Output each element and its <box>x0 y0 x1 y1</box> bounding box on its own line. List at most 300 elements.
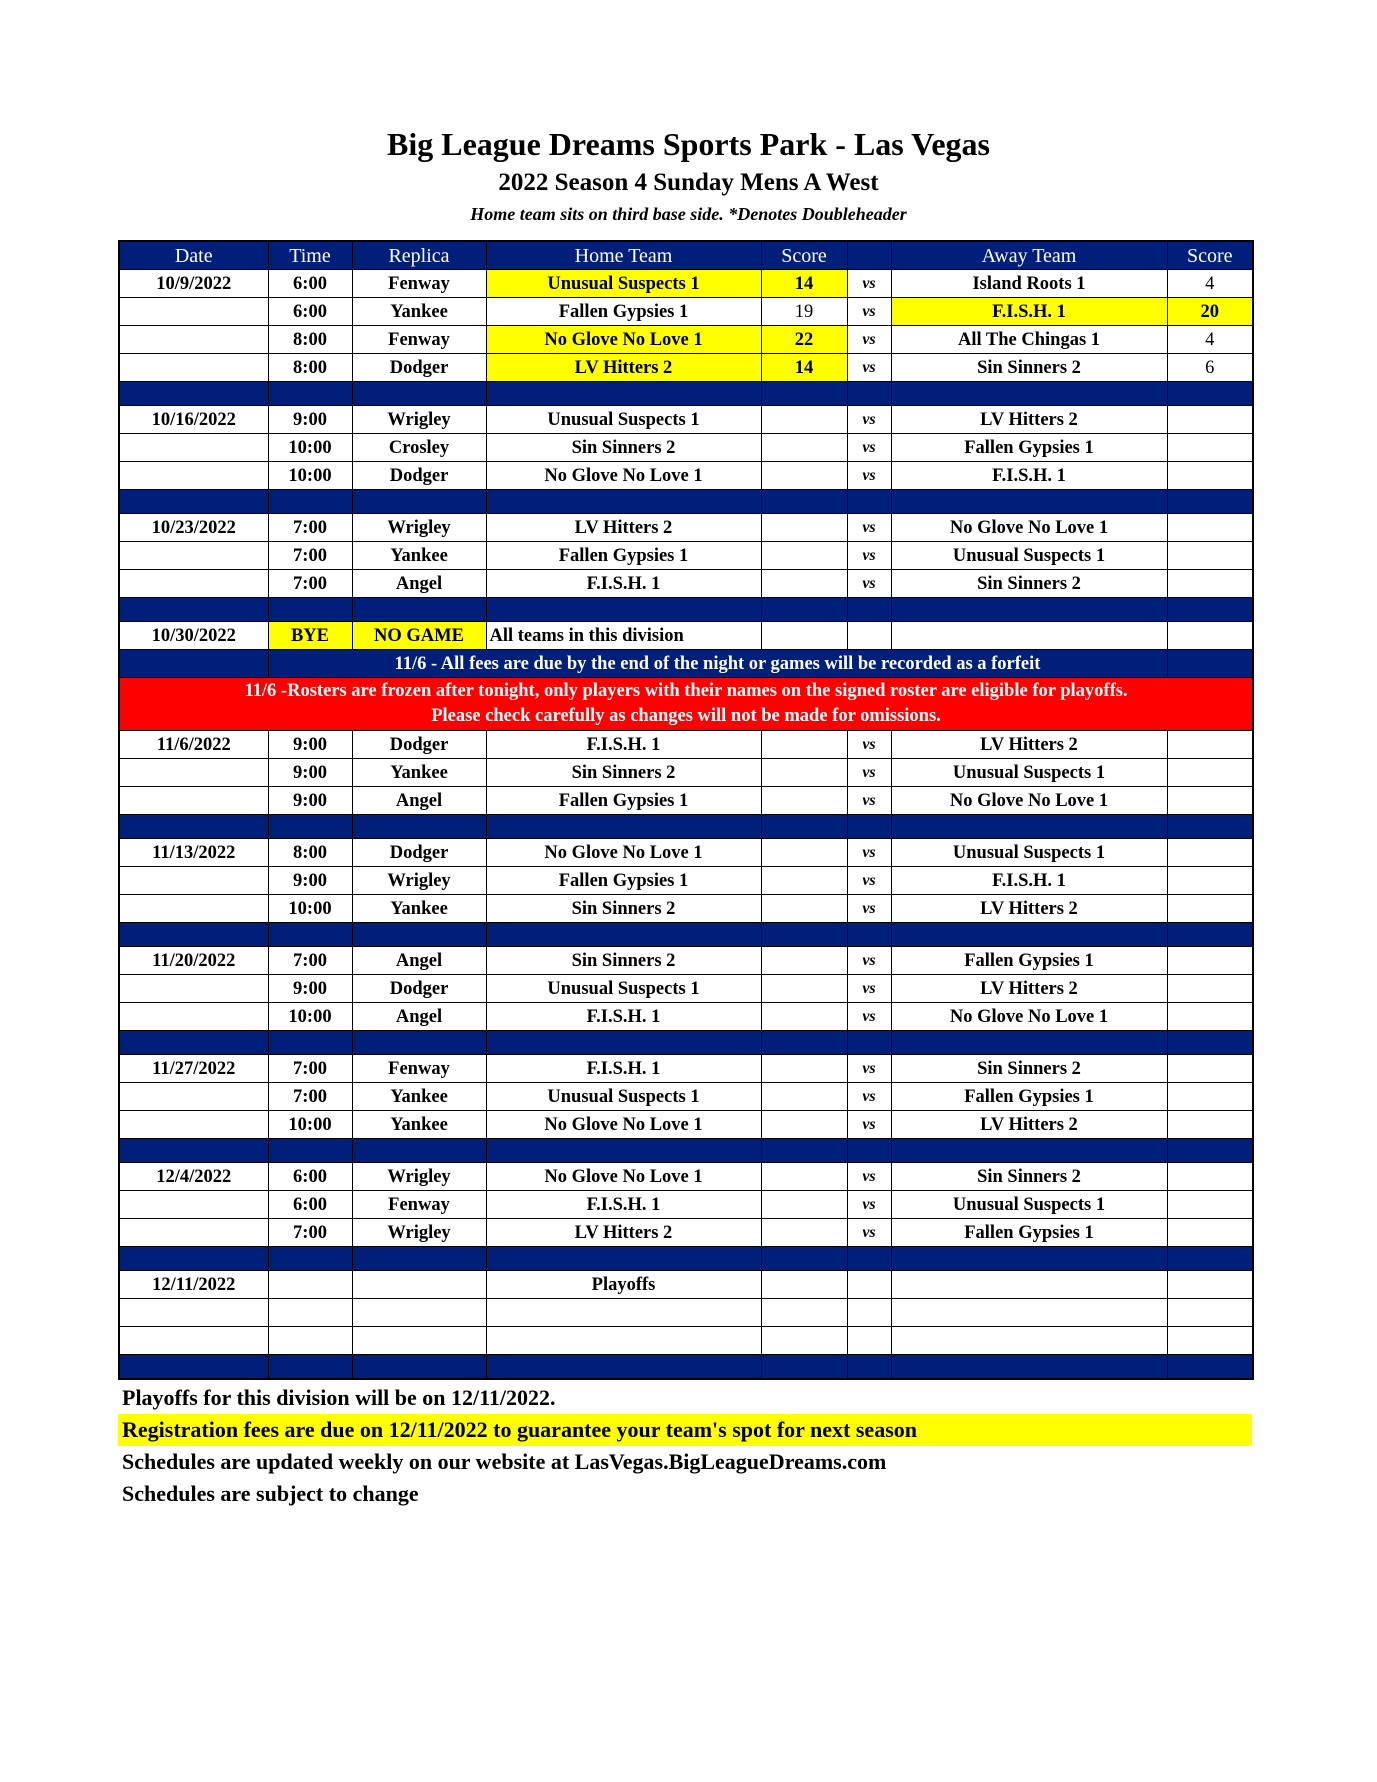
col-replica-header: Replica <box>352 241 486 270</box>
away-team-cell: F.I.S.H. 1 <box>891 462 1167 490</box>
fees-notice-row <box>119 650 1253 678</box>
replica-cell: Dodger <box>352 462 486 490</box>
separator-cell <box>761 382 847 406</box>
separator-cell <box>486 923 761 947</box>
separator-cell <box>119 1031 268 1055</box>
away-score-cell <box>1167 867 1253 895</box>
replica-cell: Yankee <box>352 759 486 787</box>
separator-cell <box>119 490 268 514</box>
time-cell: 9:00 <box>268 731 352 759</box>
vs-label: vs <box>847 1191 891 1219</box>
home-team-cell: F.I.S.H. 1 <box>486 1003 761 1031</box>
away-score-cell: 20 <box>1167 298 1253 326</box>
separator-cell <box>847 923 891 947</box>
date-cell <box>119 326 268 354</box>
game-row <box>119 895 1253 923</box>
empty-cell <box>1167 1327 1253 1355</box>
separator-cell <box>761 1139 847 1163</box>
away-team-cell: No Glove No Love 1 <box>891 787 1167 815</box>
away-team-cell: Sin Sinners 2 <box>891 1055 1167 1083</box>
separator-cell <box>847 598 891 622</box>
replica-cell: Angel <box>352 1003 486 1031</box>
time-cell: 7:00 <box>268 1055 352 1083</box>
time-cell: 7:00 <box>268 1219 352 1247</box>
date-cell <box>119 867 268 895</box>
separator-cell <box>119 923 268 947</box>
away-team-cell: F.I.S.H. 1 <box>891 298 1167 326</box>
blank-row <box>119 1299 1253 1327</box>
home-team-cell: No Glove No Love 1 <box>486 1163 761 1191</box>
empty-cell <box>891 1299 1167 1327</box>
no-game-label: NO GAME <box>352 622 486 650</box>
col-vs-header <box>847 241 891 270</box>
vs-label: vs <box>847 839 891 867</box>
away-score-cell <box>1167 895 1253 923</box>
away-score-cell <box>1167 542 1253 570</box>
date-cell <box>119 298 268 326</box>
separator-cell <box>119 1139 268 1163</box>
separator-cell <box>1167 1031 1253 1055</box>
empty-cell <box>352 1271 486 1299</box>
replica-cell: Wrigley <box>352 1163 486 1191</box>
home-score-cell <box>761 839 847 867</box>
page-title: Big League Dreams Sports Park - Las Vegas <box>387 126 990 162</box>
home-team-cell: F.I.S.H. 1 <box>486 1055 761 1083</box>
time-cell: 10:00 <box>268 434 352 462</box>
home-score-cell <box>761 406 847 434</box>
time-cell: 10:00 <box>268 1111 352 1139</box>
away-team-cell: Fallen Gypsies 1 <box>891 1219 1167 1247</box>
replica-cell: Fenway <box>352 326 486 354</box>
time-cell: 9:00 <box>268 759 352 787</box>
replica-cell: Angel <box>352 570 486 598</box>
game-row <box>119 298 1253 326</box>
empty-cell <box>1167 1299 1253 1327</box>
home-team-cell: Sin Sinners 2 <box>486 947 761 975</box>
away-team-cell: No Glove No Love 1 <box>891 514 1167 542</box>
separator-row <box>119 1247 1253 1271</box>
separator-cell <box>268 598 352 622</box>
schedule-table <box>118 240 1254 1380</box>
vs-label: vs <box>847 354 891 382</box>
time-cell: 6:00 <box>268 1163 352 1191</box>
separator-cell <box>268 1355 352 1380</box>
home-score-cell <box>761 787 847 815</box>
away-score-cell <box>1167 570 1253 598</box>
game-row <box>119 354 1253 382</box>
separator-cell <box>352 1031 486 1055</box>
separator-row <box>119 490 1253 514</box>
time-cell: 7:00 <box>268 1083 352 1111</box>
home-score-cell <box>761 1055 847 1083</box>
separator-cell <box>352 815 486 839</box>
separator-cell <box>352 1139 486 1163</box>
col-time-header: Time <box>268 241 352 270</box>
separator-cell <box>891 1247 1167 1271</box>
away-team-cell: Fallen Gypsies 1 <box>891 947 1167 975</box>
home-score-cell <box>761 570 847 598</box>
empty-cell <box>352 1299 486 1327</box>
away-score-cell: 4 <box>1167 270 1253 298</box>
away-score-cell <box>1167 1191 1253 1219</box>
vs-label: vs <box>847 1055 891 1083</box>
home-team-cell: Unusual Suspects 1 <box>486 406 761 434</box>
home-score-cell <box>761 1111 847 1139</box>
vs-label: vs <box>847 787 891 815</box>
separator-cell <box>119 382 268 406</box>
home-score-cell <box>761 1083 847 1111</box>
home-team-cell: Fallen Gypsies 1 <box>486 298 761 326</box>
bye-row <box>119 622 1253 650</box>
home-score-cell <box>761 542 847 570</box>
separator-cell <box>891 1355 1167 1380</box>
away-score-cell <box>1167 434 1253 462</box>
replica-cell: Wrigley <box>352 514 486 542</box>
empty-cell <box>352 1327 486 1355</box>
separator-cell <box>891 815 1167 839</box>
away-score-cell <box>1167 787 1253 815</box>
game-row <box>119 1219 1253 1247</box>
date-cell <box>119 1083 268 1111</box>
home-team-cell: Sin Sinners 2 <box>486 759 761 787</box>
away-team-cell: LV Hitters 2 <box>891 1111 1167 1139</box>
separator-cell <box>847 815 891 839</box>
separator-cell <box>891 382 1167 406</box>
separator-row <box>119 1355 1253 1380</box>
away-team-cell: Unusual Suspects 1 <box>891 839 1167 867</box>
date-cell <box>119 1003 268 1031</box>
empty-cell <box>761 1327 847 1355</box>
empty-cell <box>847 1299 891 1327</box>
replica-cell: Dodger <box>352 731 486 759</box>
empty-cell <box>268 1299 352 1327</box>
home-team-cell: F.I.S.H. 1 <box>486 1191 761 1219</box>
date-cell <box>119 1111 268 1139</box>
vs-label: vs <box>847 947 891 975</box>
time-cell: 10:00 <box>268 462 352 490</box>
separator-row <box>119 598 1253 622</box>
date-cell <box>119 1191 268 1219</box>
empty-cell <box>891 1327 1167 1355</box>
time-cell: 9:00 <box>268 975 352 1003</box>
separator-cell <box>352 490 486 514</box>
schedule-body <box>119 241 1253 1379</box>
separator-cell <box>891 1139 1167 1163</box>
game-row <box>119 867 1253 895</box>
home-team-cell: F.I.S.H. 1 <box>486 731 761 759</box>
game-row <box>119 1191 1253 1219</box>
vs-label: vs <box>847 1083 891 1111</box>
home-score-cell <box>761 975 847 1003</box>
date-cell: 10/9/2022 <box>119 270 268 298</box>
game-row <box>119 1163 1253 1191</box>
time-cell: 7:00 <box>268 514 352 542</box>
date-cell <box>119 354 268 382</box>
time-cell: 10:00 <box>268 895 352 923</box>
col-date-header: Date <box>119 241 268 270</box>
home-score-cell <box>761 434 847 462</box>
vs-label: vs <box>847 570 891 598</box>
date-cell <box>119 975 268 1003</box>
date-cell: 11/6/2022 <box>119 731 268 759</box>
separator-cell <box>1167 923 1253 947</box>
time-cell: 7:00 <box>268 570 352 598</box>
replica-cell: Fenway <box>352 270 486 298</box>
playoffs-row <box>119 1271 1253 1299</box>
date-cell: 10/23/2022 <box>119 514 268 542</box>
game-row <box>119 759 1253 787</box>
away-score-cell <box>1167 1003 1253 1031</box>
home-team-cell: LV Hitters 2 <box>486 354 761 382</box>
roster-notice-row <box>119 678 1253 731</box>
replica-cell: Wrigley <box>352 406 486 434</box>
time-cell: 8:00 <box>268 839 352 867</box>
separator-cell <box>486 598 761 622</box>
time-cell: 8:00 <box>268 326 352 354</box>
separator-cell <box>761 1031 847 1055</box>
time-cell: 9:00 <box>268 787 352 815</box>
separator-cell <box>761 1355 847 1380</box>
time-cell: 7:00 <box>268 947 352 975</box>
separator-cell <box>1167 598 1253 622</box>
away-team-cell: Sin Sinners 2 <box>891 354 1167 382</box>
home-team-cell: Sin Sinners 2 <box>486 895 761 923</box>
separator-cell <box>268 1247 352 1271</box>
away-score-cell <box>1167 839 1253 867</box>
away-team-cell: LV Hitters 2 <box>891 731 1167 759</box>
separator-row <box>119 1139 1253 1163</box>
home-team-cell: No Glove No Love 1 <box>486 839 761 867</box>
away-team-cell: F.I.S.H. 1 <box>891 867 1167 895</box>
separator-cell <box>1167 1139 1253 1163</box>
home-score-cell <box>761 947 847 975</box>
separator-cell <box>891 598 1167 622</box>
home-team-cell: No Glove No Love 1 <box>486 326 761 354</box>
page-subtitle: 2022 Season 4 Sunday Mens A West <box>498 169 879 196</box>
separator-cell <box>1167 815 1253 839</box>
away-team-cell: Island Roots 1 <box>891 270 1167 298</box>
date-cell: 11/13/2022 <box>119 839 268 867</box>
empty-cell <box>1167 1271 1253 1299</box>
separator-cell <box>1167 382 1253 406</box>
col-home-team-header: Home Team <box>486 241 761 270</box>
replica-cell: Wrigley <box>352 867 486 895</box>
home-score-cell: 14 <box>761 354 847 382</box>
away-score-cell <box>1167 406 1253 434</box>
separator-cell <box>268 815 352 839</box>
separator-cell <box>761 1247 847 1271</box>
vs-label: vs <box>847 326 891 354</box>
separator-cell <box>352 598 486 622</box>
date-cell <box>119 542 268 570</box>
home-team-cell: Fallen Gypsies 1 <box>486 542 761 570</box>
empty-cell <box>1167 650 1253 678</box>
time-cell: 8:00 <box>268 354 352 382</box>
empty-cell <box>761 622 847 650</box>
away-score-cell <box>1167 514 1253 542</box>
away-score-cell: 6 <box>1167 354 1253 382</box>
away-team-cell: LV Hitters 2 <box>891 975 1167 1003</box>
separator-cell <box>891 490 1167 514</box>
game-row <box>119 975 1253 1003</box>
date-cell: 11/27/2022 <box>119 1055 268 1083</box>
away-score-cell <box>1167 731 1253 759</box>
replica-cell: Dodger <box>352 354 486 382</box>
home-team-cell: Fallen Gypsies 1 <box>486 787 761 815</box>
home-score-cell <box>761 731 847 759</box>
home-team-cell: Unusual Suspects 1 <box>486 1083 761 1111</box>
home-team-cell: No Glove No Love 1 <box>486 1111 761 1139</box>
away-team-cell: Unusual Suspects 1 <box>891 542 1167 570</box>
separator-cell <box>119 1247 268 1271</box>
separator-row <box>119 923 1253 947</box>
away-score-cell <box>1167 759 1253 787</box>
date-cell <box>119 434 268 462</box>
game-row <box>119 1055 1253 1083</box>
away-score-cell <box>1167 975 1253 1003</box>
empty-cell <box>847 1327 891 1355</box>
away-team-cell: Sin Sinners 2 <box>891 1163 1167 1191</box>
time-cell: 6:00 <box>268 1191 352 1219</box>
header-row <box>119 241 1253 270</box>
separator-cell <box>486 1031 761 1055</box>
separator-cell <box>847 382 891 406</box>
separator-cell <box>1167 1355 1253 1380</box>
replica-cell: Yankee <box>352 1083 486 1111</box>
time-cell: 10:00 <box>268 1003 352 1031</box>
game-row <box>119 514 1253 542</box>
date-cell <box>119 462 268 490</box>
replica-cell: Yankee <box>352 298 486 326</box>
vs-label: vs <box>847 867 891 895</box>
separator-row <box>119 382 1253 406</box>
separator-row <box>119 1031 1253 1055</box>
separator-cell <box>1167 1247 1253 1271</box>
away-team-cell: Fallen Gypsies 1 <box>891 1083 1167 1111</box>
separator-cell <box>891 1031 1167 1055</box>
away-score-cell <box>1167 1083 1253 1111</box>
playoffs-label: Playoffs <box>486 1271 761 1299</box>
separator-cell <box>268 490 352 514</box>
away-score-cell <box>1167 1163 1253 1191</box>
footer-line: Schedules are updated weekly on our website at LasVegas.BigLeagueDreams.com <box>122 1449 887 1474</box>
away-score-cell <box>1167 1055 1253 1083</box>
vs-label: vs <box>847 895 891 923</box>
replica-cell: Crosley <box>352 434 486 462</box>
game-row <box>119 326 1253 354</box>
roster-notice-line: 11/6 -Rosters are frozen after tonight, only players with their names on the signed roster are eligible for playoffs. <box>244 681 1128 701</box>
home-score-cell <box>761 1219 847 1247</box>
away-score-cell <box>1167 1219 1253 1247</box>
empty-cell <box>1167 622 1253 650</box>
replica-cell: Yankee <box>352 1111 486 1139</box>
vs-label: vs <box>847 406 891 434</box>
home-score-cell <box>761 514 847 542</box>
date-cell: 12/11/2022 <box>119 1271 268 1299</box>
away-score-cell: 4 <box>1167 326 1253 354</box>
game-row <box>119 787 1253 815</box>
home-team-cell: Sin Sinners 2 <box>486 434 761 462</box>
separator-cell <box>352 1247 486 1271</box>
separator-cell <box>847 490 891 514</box>
home-score-cell: 22 <box>761 326 847 354</box>
home-team-cell: No Glove No Love 1 <box>486 462 761 490</box>
separator-cell <box>486 1139 761 1163</box>
replica-cell: Angel <box>352 947 486 975</box>
separator-cell <box>891 923 1167 947</box>
replica-cell: Dodger <box>352 839 486 867</box>
date-cell: 10/16/2022 <box>119 406 268 434</box>
replica-cell: Angel <box>352 787 486 815</box>
away-score-cell <box>1167 947 1253 975</box>
page-header <box>0 124 1377 228</box>
separator-cell <box>486 1247 761 1271</box>
empty-cell <box>761 1271 847 1299</box>
replica-cell: Wrigley <box>352 1219 486 1247</box>
separator-cell <box>119 598 268 622</box>
replica-cell: Yankee <box>352 542 486 570</box>
col-away-team-header: Away Team <box>891 241 1167 270</box>
empty-cell <box>486 1327 761 1355</box>
vs-label: vs <box>847 975 891 1003</box>
separator-cell <box>352 382 486 406</box>
vs-label: vs <box>847 1003 891 1031</box>
home-team-cell: Fallen Gypsies 1 <box>486 867 761 895</box>
home-team-cell: F.I.S.H. 1 <box>486 570 761 598</box>
game-row <box>119 1003 1253 1031</box>
home-score-cell: 14 <box>761 270 847 298</box>
home-team-cell: LV Hitters 2 <box>486 514 761 542</box>
separator-cell <box>761 490 847 514</box>
separator-cell <box>268 1139 352 1163</box>
away-team-cell: LV Hitters 2 <box>891 406 1167 434</box>
col-away-score-header: Score <box>1167 241 1253 270</box>
separator-cell <box>268 923 352 947</box>
vs-label: vs <box>847 1111 891 1139</box>
bye-note: All teams in this division <box>486 622 761 650</box>
game-row <box>119 270 1253 298</box>
empty-cell <box>119 650 268 678</box>
game-row <box>119 731 1253 759</box>
date-cell: 10/30/2022 <box>119 622 268 650</box>
separator-cell <box>486 1355 761 1380</box>
vs-label: vs <box>847 1219 891 1247</box>
separator-cell <box>761 598 847 622</box>
separator-cell <box>847 1139 891 1163</box>
empty-cell <box>268 1327 352 1355</box>
vs-label: vs <box>847 731 891 759</box>
date-cell <box>119 1219 268 1247</box>
time-cell: 9:00 <box>268 406 352 434</box>
home-score-cell <box>761 1163 847 1191</box>
separator-cell <box>119 1355 268 1380</box>
home-score-cell <box>761 1191 847 1219</box>
home-score-cell <box>761 867 847 895</box>
away-team-cell: Unusual Suspects 1 <box>891 759 1167 787</box>
separator-cell <box>847 1031 891 1055</box>
replica-cell: Yankee <box>352 895 486 923</box>
empty-cell <box>847 622 891 650</box>
separator-cell <box>761 923 847 947</box>
time-cell: 6:00 <box>268 270 352 298</box>
empty-cell <box>119 1299 268 1327</box>
separator-cell <box>486 815 761 839</box>
vs-label: vs <box>847 759 891 787</box>
vs-label: vs <box>847 270 891 298</box>
game-row <box>119 947 1253 975</box>
separator-row <box>119 815 1253 839</box>
vs-label: vs <box>847 462 891 490</box>
